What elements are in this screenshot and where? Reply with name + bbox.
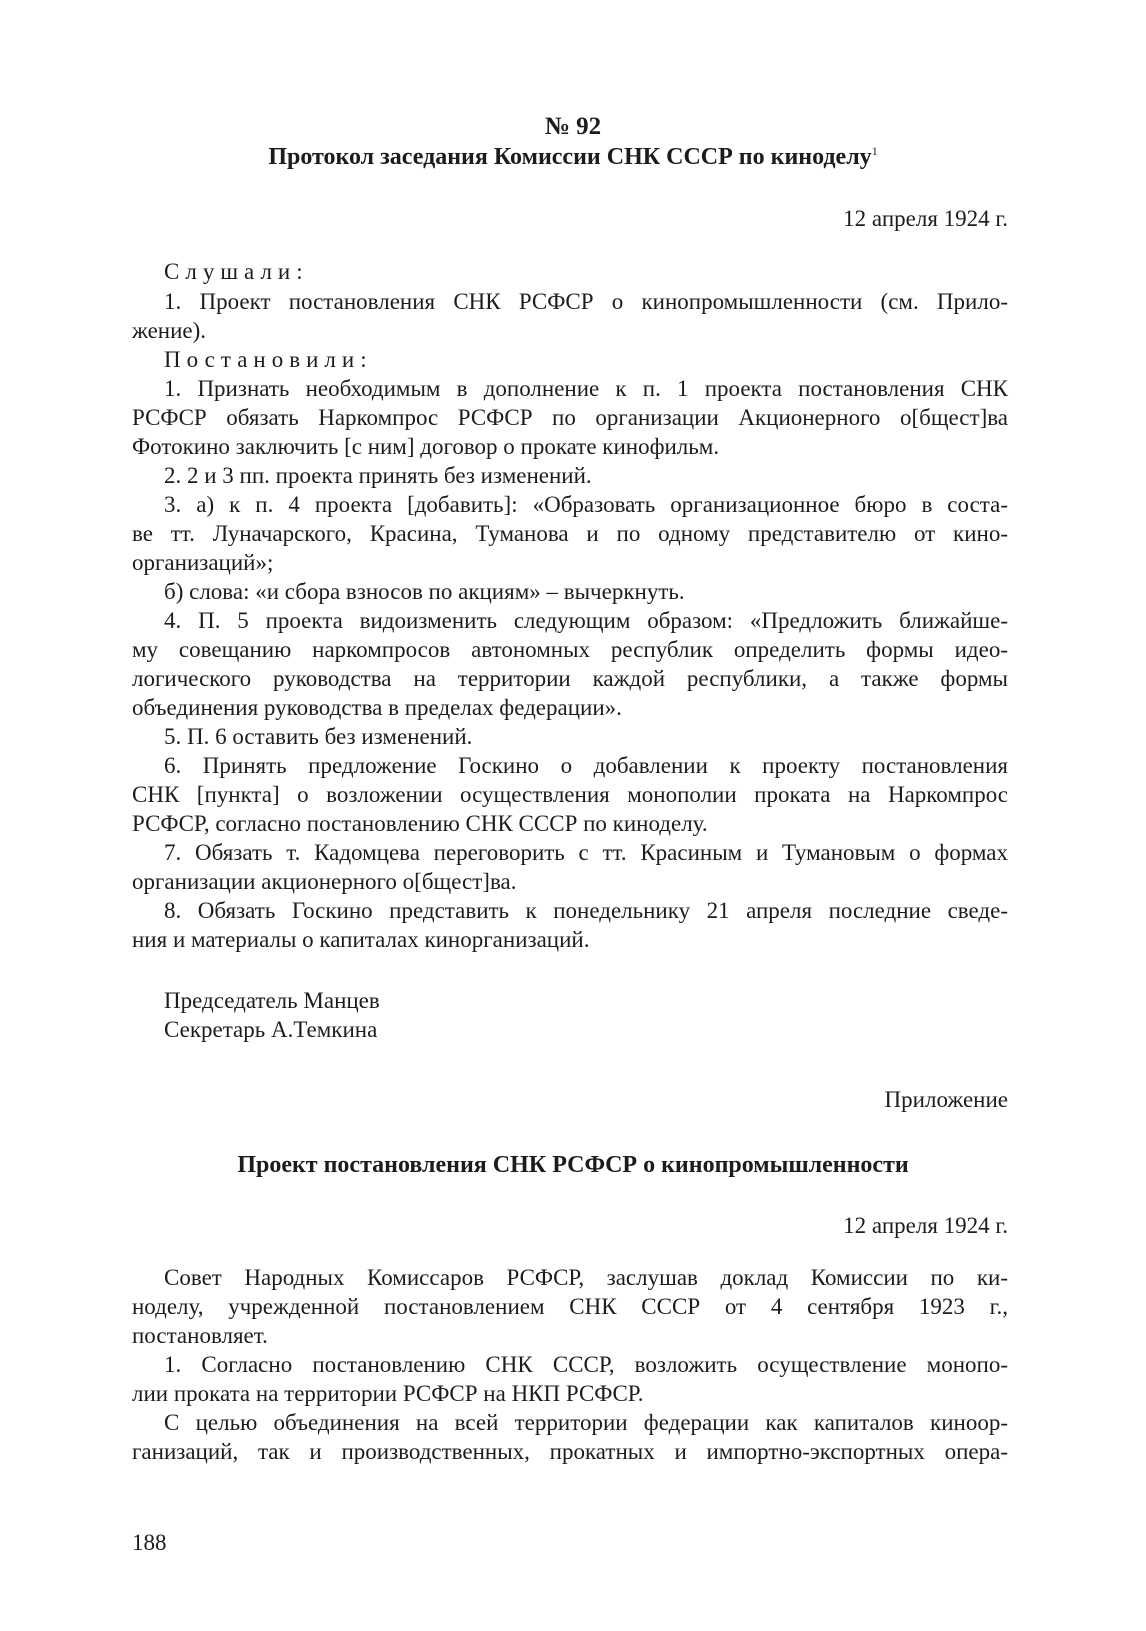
appendix-line: ноделу, учрежденной постановлением СНК СССР от 4 сентября 1923 г., <box>132 1294 1008 1319</box>
resolution-line: логического руководства на территории каждой республики, а также формы <box>132 666 1008 691</box>
resolution-line: 3. а) к п. 4 проекта [добавить]: «Образовать организационное бюро в соста- <box>164 492 1008 517</box>
appendix-title: Проект постановления СНК РСФСР о кинопромышленности <box>237 1152 909 1178</box>
resolution-line: РСФСР, согласно постановлению СНК СССР по киноделу. <box>132 811 708 836</box>
appendix-label: Приложение <box>884 1087 1008 1112</box>
heard-line: жение). <box>132 318 207 343</box>
resolution-line: организации акционерного о[бщест]ва. <box>132 869 517 894</box>
resolution-line: ве тт. Луначарского, Красина, Туманова и по одному представителю от кино- <box>132 521 1008 546</box>
appendix-line: Совет Народных Комиссаров РСФСР, заслушав доклад Комиссии по ки- <box>164 1265 1008 1290</box>
resolution-line: 1. Признать необходимым в дополнение к п. 1 проекта постановления СНК <box>164 376 1008 401</box>
resolution-line: б) слова: «и сбора взносов по акциям» – вычеркнуть. <box>164 579 685 604</box>
appendix-line: ганизаций, так и производственных, прокатных и импортно-экспортных опера- <box>132 1439 1008 1464</box>
footnote-mark: 1 <box>871 144 878 158</box>
secretary-signature: Секретарь А.Темкина <box>164 1017 378 1042</box>
resolved-label: Постановили: <box>164 347 373 372</box>
resolution-line: 4. П. 5 проекта видоизменить следующим образом: «Предложить ближайше- <box>164 608 1008 633</box>
page-number: 188 <box>132 1530 167 1555</box>
resolution-line: ния и материалы о капиталах кинорганизаций. <box>132 927 590 952</box>
chairman-signature: Председатель Манцев <box>164 988 380 1013</box>
appendix-line: 1. Согласно постановлению СНК СССР, возложить осуществление монопо- <box>164 1352 1008 1377</box>
resolution-line: му совещанию наркомпросов автономных республик определить формы идео- <box>132 637 1008 662</box>
resolution-line: 2. 2 и 3 пп. проекта принять без изменений. <box>164 463 592 488</box>
resolution-line: Фотокино заключить [с ним] договор о прокате кинофильм. <box>132 434 720 459</box>
document-number: № 92 <box>544 113 602 140</box>
resolution-line: СНК [пункта] о возложении осуществления монополии проката на Наркомпрос <box>132 782 1008 807</box>
document-title-text: Протокол заседания Комиссии СНК СССР по киноделу <box>268 144 872 170</box>
heard-line: 1. Проект постановления СНК РСФСР о кинопромышленности (см. Прило- <box>164 289 1008 314</box>
heard-label: Слушали: <box>164 259 309 284</box>
document-title <box>0 142 1146 172</box>
appendix-line: С целью объединения на всей территории федерации как капиталов киноор- <box>164 1410 1008 1435</box>
resolution-line: организаций»; <box>132 550 274 575</box>
resolution-line: РСФСР обязать Наркомпрос РСФСР по организации Акционерного о[бщест]ва <box>132 405 1008 430</box>
resolution-line: 7. Обязать т. Кадомцева переговорить с тт. Красиным и Тумановым о формах <box>164 840 1008 865</box>
appendix-line: постановляет. <box>132 1323 268 1348</box>
appendix-date: 12 апреля 1924 г. <box>843 1213 1008 1238</box>
appendix-line: лии проката на территории РСФСР на НКП РСФСР. <box>132 1381 644 1406</box>
document-date: 12 апреля 1924 г. <box>843 206 1008 231</box>
resolution-line: объединения руководства в пределах федерации». <box>132 695 622 720</box>
resolution-line: 5. П. 6 оставить без изменений. <box>164 724 473 749</box>
resolution-line: 8. Обязать Госкино представить к понедельнику 21 апреля последние сведе- <box>164 898 1008 923</box>
resolution-line: 6. Принять предложение Госкино о добавлении к проекту постановления <box>164 753 1008 778</box>
